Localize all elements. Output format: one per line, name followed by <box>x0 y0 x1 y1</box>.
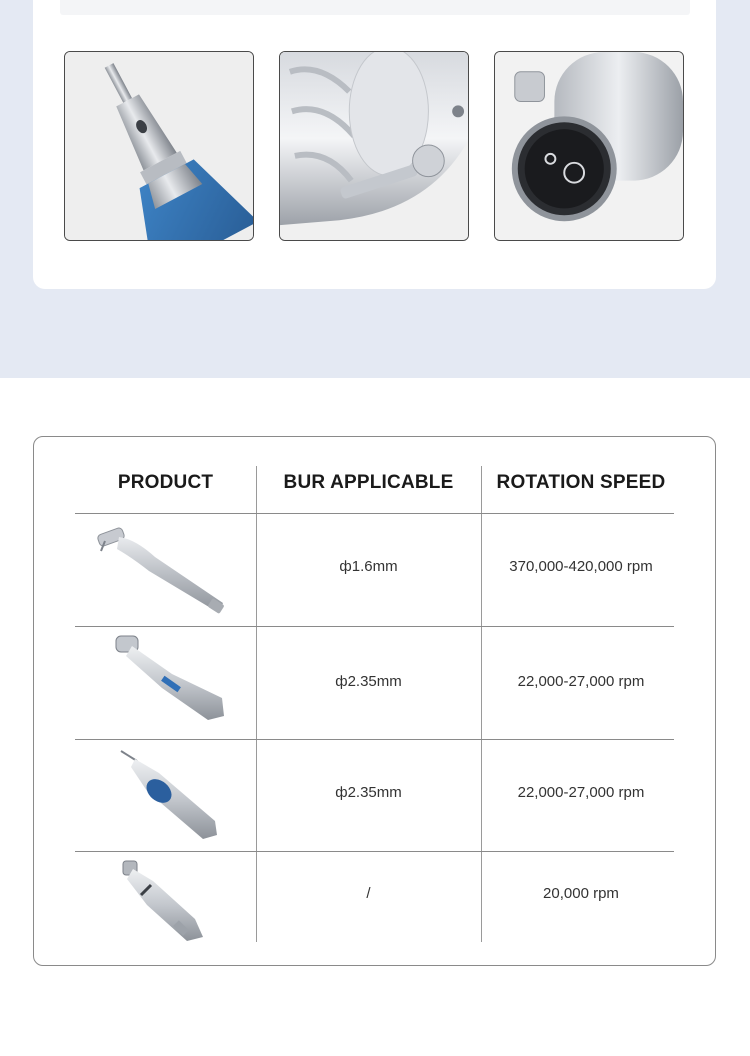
table-row-2-product <box>112 632 232 732</box>
air-motor-icon <box>117 857 217 945</box>
row-1-speed: 370,000-420,000 rpm <box>509 558 653 575</box>
row-2-bur: ф2.35mm <box>335 673 402 690</box>
gallery-thumbnail-2[interactable] <box>279 51 469 241</box>
gallery-thumbnail-1[interactable] <box>64 51 254 241</box>
handpiece-latch-closeup-icon <box>280 52 468 240</box>
row-4-bur: / <box>366 885 371 902</box>
column-divider <box>256 466 257 942</box>
header-rotation-speed: ROTATION SPEED <box>496 472 666 493</box>
gallery-thumbnail-3[interactable] <box>494 51 684 241</box>
straight-handpiece-icon <box>117 745 222 845</box>
header-product: PRODUCT <box>117 472 214 493</box>
contra-angle-handpiece-icon <box>112 632 232 732</box>
gallery-top-strip <box>60 0 690 15</box>
straight-handpiece-nose-icon <box>65 52 253 240</box>
row-4-speed: 20,000 rpm <box>543 885 619 902</box>
row-divider <box>75 513 674 514</box>
row-1-bur: ф1.6mm <box>339 558 398 575</box>
row-3-speed: 22,000-27,000 rpm <box>517 784 645 801</box>
header-bur-applicable: BUR APPLICABLE <box>283 472 454 493</box>
table-row-3-product <box>117 745 222 845</box>
table-row-1-product <box>95 517 230 619</box>
row-divider <box>75 626 674 627</box>
row-3-bur: ф2.35mm <box>335 784 402 801</box>
table-row-4-product <box>117 857 217 945</box>
motor-connector-end-icon <box>495 52 683 240</box>
column-divider <box>481 466 482 942</box>
row-2-speed: 22,000-27,000 rpm <box>517 673 645 690</box>
row-divider <box>75 851 674 852</box>
row-divider <box>75 739 674 740</box>
high-speed-handpiece-icon <box>95 517 230 619</box>
